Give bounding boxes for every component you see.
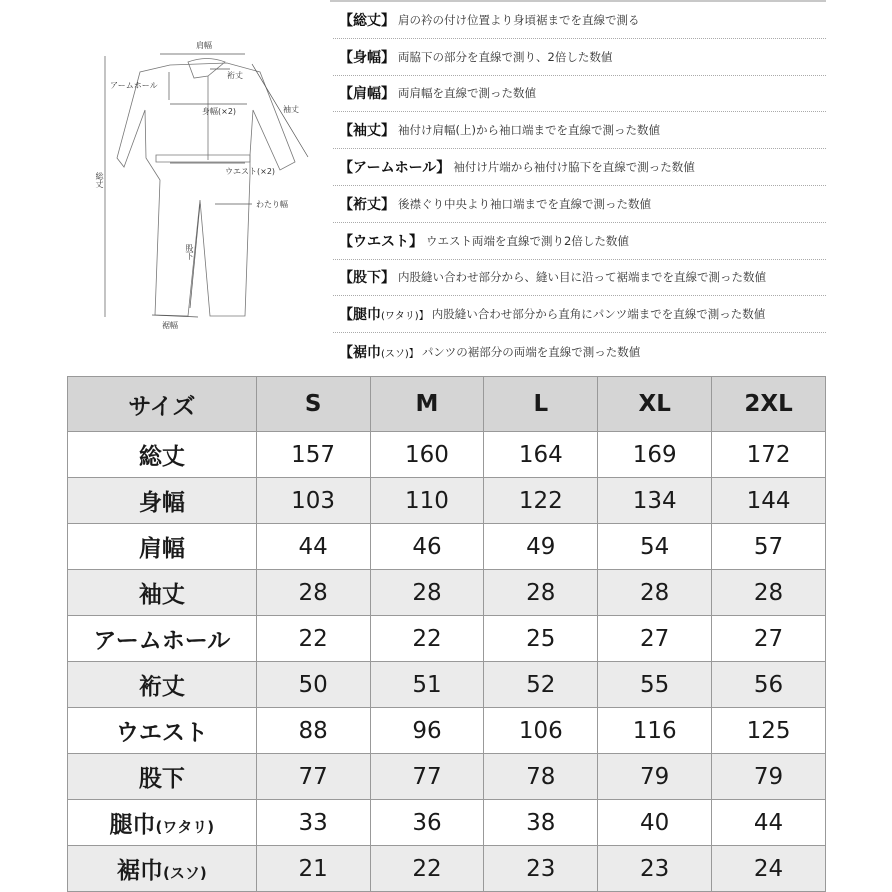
description-key — [339, 47, 395, 67]
table-row — [68, 432, 826, 478]
table-cell: 44 — [256, 524, 370, 570]
description-key — [339, 83, 395, 103]
row-label-text: 裄丈 — [138, 674, 185, 700]
description-key — [339, 304, 429, 324]
label-inseam: 股下 — [185, 244, 194, 260]
description-text: 両肩幅を直線で測った数値 — [398, 86, 536, 101]
table-cell: 22 — [370, 616, 484, 662]
description-text: 両脇下の部分を直線で測り、2倍した数値 — [398, 49, 613, 64]
table-cell: 27 — [598, 616, 712, 662]
size-table-header — [68, 377, 826, 432]
label-total-length: 総丈 — [95, 172, 104, 188]
table-cell: 50 — [256, 662, 370, 708]
table-cell: 24 — [712, 846, 826, 892]
table-cell: 55 — [598, 662, 712, 708]
table-row — [68, 478, 826, 524]
description-text: 後襟ぐり中央より袖口端までを直線で測った数値 — [398, 196, 651, 211]
table-row — [68, 570, 826, 616]
row-label — [68, 478, 257, 524]
description-key-sub: (スソ)】 — [381, 348, 419, 360]
table-cell: 79 — [598, 754, 712, 800]
row-label-text: 股下 — [138, 766, 185, 792]
label-thigh: わたり幅 — [256, 200, 288, 209]
table-row — [68, 708, 826, 754]
row-label-text: 身幅 — [138, 490, 185, 516]
coverall-diagram — [90, 30, 310, 340]
label-shoulder: 肩幅 — [196, 41, 212, 50]
row-label — [68, 708, 257, 754]
table-cell: 22 — [256, 616, 370, 662]
description-text: 肩の衿の付け位置より身頃裾までを直線で測る — [398, 12, 640, 27]
description-key-text: 【股下】 — [339, 270, 395, 287]
label-yuki: 裄丈 — [227, 71, 243, 80]
table-cell: 54 — [598, 524, 712, 570]
table-row — [68, 662, 826, 708]
row-label — [68, 616, 257, 662]
label-armhole: アームホール — [110, 81, 158, 90]
table-cell: 21 — [256, 846, 370, 892]
table-row — [68, 754, 826, 800]
table-row — [68, 524, 826, 570]
row-label-text: 総丈 — [138, 444, 185, 470]
description-text: 袖付け肩幅(上)から袖口端までを直線で測った数値 — [398, 123, 660, 138]
row-label-sub: (スソ) — [162, 864, 207, 882]
table-cell: 28 — [256, 570, 370, 616]
description-key-text: 【アームホール】 — [339, 160, 451, 177]
table-cell: 157 — [256, 432, 370, 478]
description-key — [339, 342, 419, 362]
measurement-descriptions — [333, 2, 826, 370]
description-row — [333, 76, 826, 113]
table-cell: 33 — [256, 800, 370, 846]
table-cell: 79 — [712, 754, 826, 800]
label-sleeve: 袖丈 — [283, 105, 299, 114]
table-cell: 106 — [484, 708, 598, 754]
description-key — [339, 267, 395, 287]
table-cell: 134 — [598, 478, 712, 524]
table-cell: 110 — [370, 478, 484, 524]
table-cell: 25 — [484, 616, 598, 662]
table-cell: 28 — [598, 570, 712, 616]
size-header-s: S — [256, 377, 370, 432]
description-row — [333, 333, 826, 370]
description-key — [339, 231, 423, 251]
description-row — [333, 296, 826, 333]
table-cell: 28 — [370, 570, 484, 616]
table-cell: 22 — [370, 846, 484, 892]
row-label-sub: (ワタリ) — [155, 818, 215, 836]
description-row — [333, 149, 826, 186]
label-body-width: 身幅(×2) — [202, 107, 237, 116]
row-label-text: 腿巾 — [109, 812, 156, 838]
table-cell: 160 — [370, 432, 484, 478]
description-key-text: 【袖丈】 — [339, 123, 395, 140]
table-row — [68, 616, 826, 662]
description-text: 袖付け片端から袖付け脇下を直線で測った数値 — [453, 160, 695, 175]
table-cell: 27 — [712, 616, 826, 662]
table-cell: 38 — [484, 800, 598, 846]
table-cell: 28 — [484, 570, 598, 616]
table-cell: 172 — [712, 432, 826, 478]
label-hem: 裾幅 — [162, 321, 178, 330]
table-cell: 164 — [484, 432, 598, 478]
table-cell: 96 — [370, 708, 484, 754]
row-label — [68, 754, 257, 800]
description-row — [333, 2, 826, 39]
table-cell: 23 — [484, 846, 598, 892]
size-header-2xl: 2XL — [712, 377, 826, 432]
description-key-text: 【身幅】 — [339, 49, 395, 66]
row-label-text: アームホール — [93, 628, 231, 654]
table-cell: 51 — [370, 662, 484, 708]
table-cell: 116 — [598, 708, 712, 754]
description-key-text: 【裄丈】 — [339, 196, 395, 213]
table-cell: 46 — [370, 524, 484, 570]
table-cell: 144 — [712, 478, 826, 524]
row-label — [68, 432, 257, 478]
description-row — [333, 112, 826, 149]
description-key — [339, 194, 395, 214]
description-row — [333, 39, 826, 76]
description-text: ウエスト両端を直線で測り2倍した数値 — [426, 233, 629, 248]
table-cell: 36 — [370, 800, 484, 846]
table-cell: 23 — [598, 846, 712, 892]
table-cell: 77 — [256, 754, 370, 800]
table-cell: 56 — [712, 662, 826, 708]
description-key — [339, 120, 395, 140]
size-table — [67, 376, 826, 892]
row-label — [68, 570, 257, 616]
size-label-header: サイズ — [68, 377, 257, 432]
table-row — [68, 846, 826, 892]
description-key-sub: (ワタリ)】 — [381, 311, 429, 323]
row-label-text: ウエスト — [115, 720, 208, 746]
row-label-text: 袖丈 — [138, 582, 185, 608]
table-cell: 49 — [484, 524, 598, 570]
description-text: 内股縫い合わせ部分から直角にパンツ端までを直線で測った数値 — [431, 307, 766, 322]
row-label — [68, 662, 257, 708]
row-label — [68, 846, 257, 892]
size-header-xl: XL — [598, 377, 712, 432]
description-key — [339, 10, 395, 30]
description-key-text: 【裾巾 — [339, 344, 381, 361]
table-cell: 125 — [712, 708, 826, 754]
table-cell: 103 — [256, 478, 370, 524]
table-cell: 78 — [484, 754, 598, 800]
table-cell: 169 — [598, 432, 712, 478]
table-cell: 40 — [598, 800, 712, 846]
table-cell: 52 — [484, 662, 598, 708]
table-cell: 44 — [712, 800, 826, 846]
row-label-text: 裾巾 — [116, 858, 163, 884]
size-header-m: M — [370, 377, 484, 432]
table-cell: 88 — [256, 708, 370, 754]
description-row — [333, 186, 826, 223]
description-key-text: 【肩幅】 — [339, 86, 395, 103]
table-row — [68, 800, 826, 846]
row-label-text: 肩幅 — [138, 536, 185, 562]
table-cell: 28 — [712, 570, 826, 616]
size-header-l: L — [484, 377, 598, 432]
coverall-outline — [90, 30, 310, 340]
description-key — [339, 157, 450, 177]
description-text: パンツの裾部分の両端を直線で測った数値 — [421, 344, 641, 359]
row-label — [68, 800, 257, 846]
table-cell: 122 — [484, 478, 598, 524]
description-key-text: 【腿巾 — [339, 307, 381, 324]
description-text: 内股縫い合わせ部分から、縫い目に沿って裾端までを直線で測った数値 — [398, 270, 766, 285]
label-waist: ウエスト(×2) — [225, 167, 276, 176]
row-label — [68, 524, 257, 570]
description-key-text: 【総丈】 — [339, 12, 395, 29]
description-row — [333, 260, 826, 297]
table-cell: 77 — [370, 754, 484, 800]
table-cell: 57 — [712, 524, 826, 570]
description-row — [333, 223, 826, 260]
description-key-text: 【ウエスト】 — [339, 233, 423, 250]
